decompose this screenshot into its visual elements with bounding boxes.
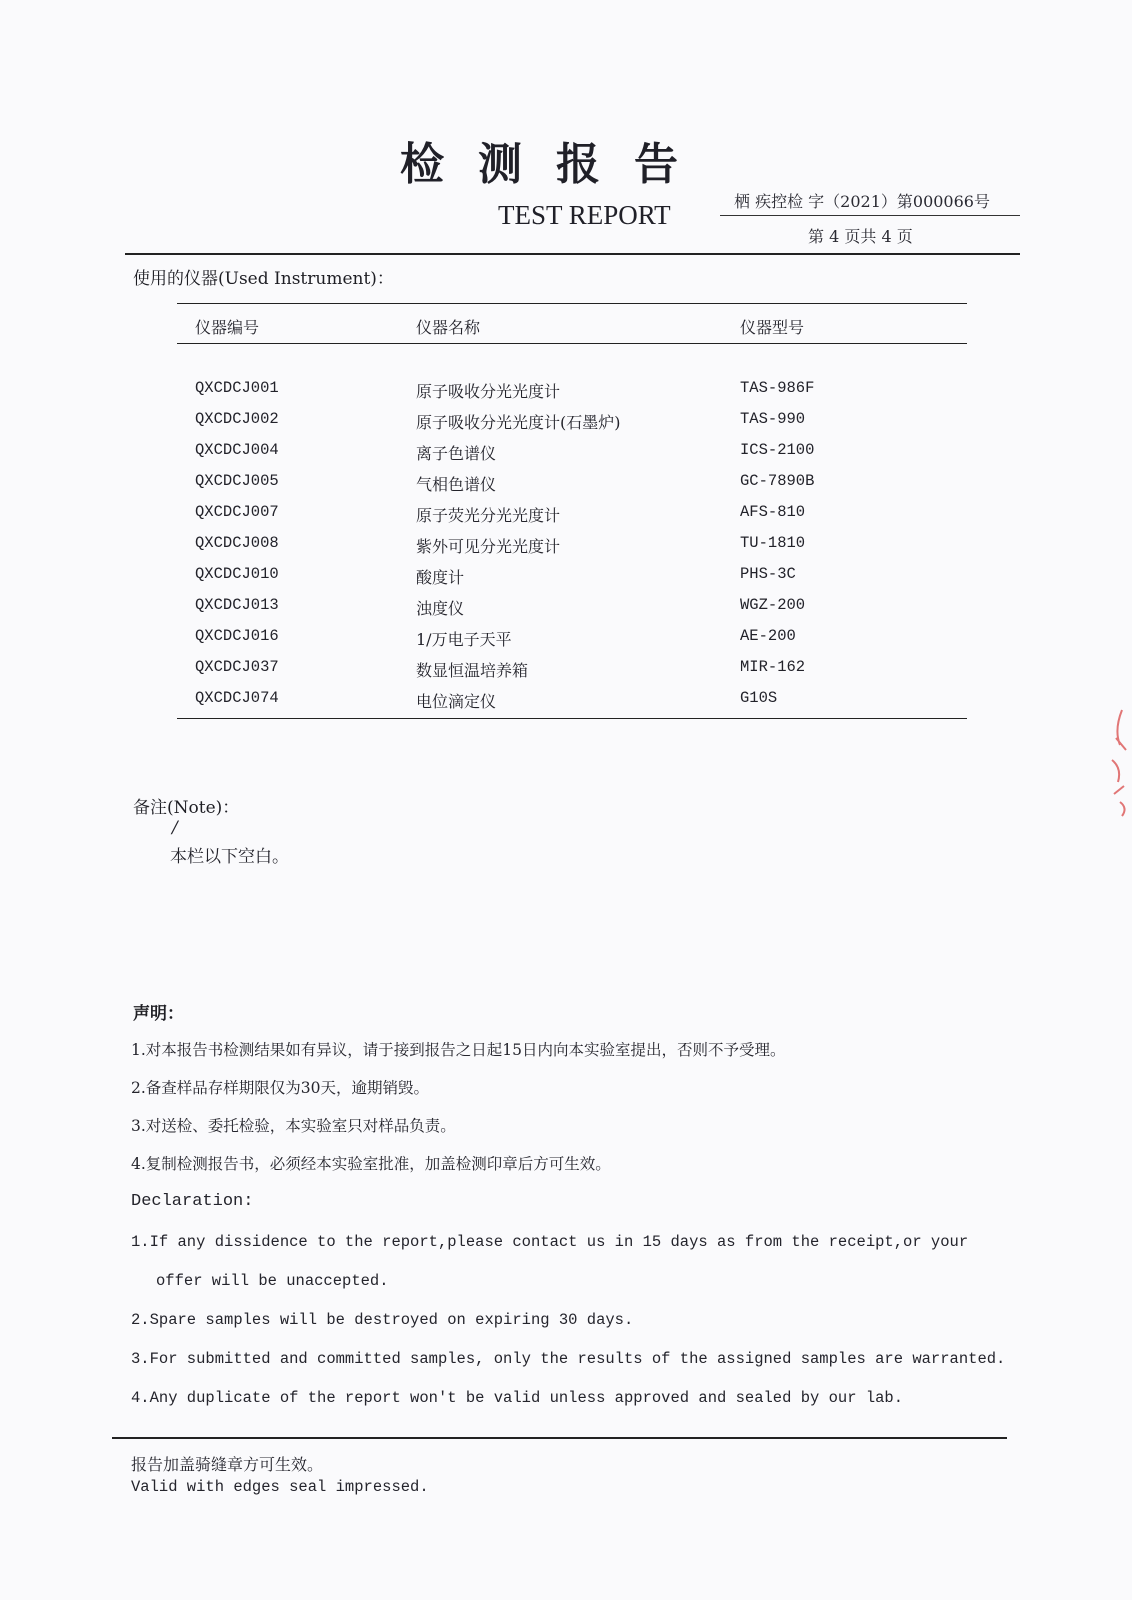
edge-seal-mark [1092, 690, 1132, 840]
instrument-model: AFS-810 [740, 503, 806, 521]
instrument-name: 电位滴定仪 [416, 692, 497, 711]
statement-item: 3.对送检、委托检验，本实验室只对样品负责。 [131, 1117, 456, 1135]
note-slash: / [172, 818, 178, 838]
table-header-rule [177, 343, 967, 344]
footer-note-en: Valid with edges seal impressed. [131, 1478, 429, 1496]
instrument-model: MIR-162 [740, 658, 806, 676]
instrument-code: QXCDCJ037 [195, 658, 279, 676]
instrument-code: QXCDCJ008 [195, 534, 279, 552]
declaration-item: 4.Any duplicate of the report won't be valid unless approved and sealed by our lab. [131, 1389, 904, 1407]
instrument-model: WGZ-200 [740, 596, 806, 614]
instrument-code: QXCDCJ002 [195, 410, 279, 428]
declaration-item: 1.If any dissidence to the report,please contact us in 15 days as from the receipt,or your [131, 1233, 969, 1251]
instrument-model: TAS-990 [740, 410, 806, 428]
statement-item: 2.备查样品存样期限仅为30天，逾期销毁。 [131, 1079, 430, 1097]
report-title-cn: 检测报告 [400, 139, 712, 190]
declaration-label: Declaration: [131, 1192, 254, 1211]
instrument-name: 浊度仪 [416, 599, 465, 618]
instrument-model: TU-1810 [740, 534, 806, 552]
column-header-model: 仪器型号 [740, 318, 805, 337]
instrument-model: AE-200 [740, 627, 796, 645]
instrument-code: QXCDCJ074 [195, 689, 279, 707]
statement-item: 4.复制检测报告书，必须经本实验室批准，加盖检测印章后方可生效。 [131, 1155, 611, 1173]
report-title-en: TEST REPORT [498, 200, 671, 230]
instrument-model: ICS-2100 [740, 441, 815, 459]
instrument-model: G10S [740, 689, 778, 707]
instrument-code: QXCDCJ013 [195, 596, 279, 614]
declaration-item-continued: offer will be unaccepted. [156, 1272, 389, 1290]
footer-note-cn: 报告加盖骑缝章方可生效。 [131, 1455, 324, 1474]
report-number-underline [720, 215, 1020, 216]
instrument-code: QXCDCJ007 [195, 503, 279, 521]
instrument-code: QXCDCJ004 [195, 441, 279, 459]
instrument-name: 原子荧光分光光度计 [416, 506, 561, 525]
instruments-section-label: 使用的仪器(Used Instrument)： [133, 269, 394, 289]
instrument-name: 1/万电子天平 [416, 630, 512, 649]
report-number: 栖 疾控检 字（2021）第000066号 [734, 192, 990, 211]
declaration-item: 2.Spare samples will be destroyed on expiring 30 days. [131, 1311, 634, 1329]
instrument-model: GC-7890B [740, 472, 815, 490]
column-header-code: 仪器编号 [195, 318, 260, 337]
instrument-code: QXCDCJ001 [195, 379, 279, 397]
seal-fragment-icon [1092, 690, 1132, 840]
instrument-code: QXCDCJ005 [195, 472, 279, 490]
statement-item: 1.对本报告书检测结果如有异议，请于接到报告之日起15日内向本实验室提出，否则不予受理。 [131, 1041, 786, 1059]
instrument-name: 离子色谱仪 [416, 444, 497, 463]
note-text: 本栏以下空白。 [170, 847, 289, 867]
instrument-name: 紫外可见分光光度计 [416, 537, 561, 556]
instrument-model: PHS-3C [740, 565, 796, 583]
statement-label: 声明： [133, 1004, 184, 1024]
header-divider [125, 253, 1020, 255]
column-header-name: 仪器名称 [416, 318, 481, 337]
note-label: 备注(Note)： [133, 798, 240, 818]
page-info: 第 4 页共 4 页 [808, 227, 913, 246]
instrument-name: 气相色谱仪 [416, 475, 497, 494]
table-top-rule [177, 303, 967, 304]
table-bottom-rule [177, 718, 967, 719]
instrument-name: 酸度计 [416, 568, 465, 587]
instrument-code: QXCDCJ016 [195, 627, 279, 645]
footer-divider [112, 1437, 1007, 1439]
instrument-name: 数显恒温培养箱 [416, 661, 529, 680]
instrument-code: QXCDCJ010 [195, 565, 279, 583]
instrument-name: 原子吸收分光光度计 [416, 382, 561, 401]
instrument-name: 原子吸收分光光度计(石墨炉) [416, 413, 621, 432]
instrument-model: TAS-986F [740, 379, 815, 397]
declaration-item: 3.For submitted and committed samples, only the results of the assigned samples are warranted. [131, 1350, 1006, 1368]
